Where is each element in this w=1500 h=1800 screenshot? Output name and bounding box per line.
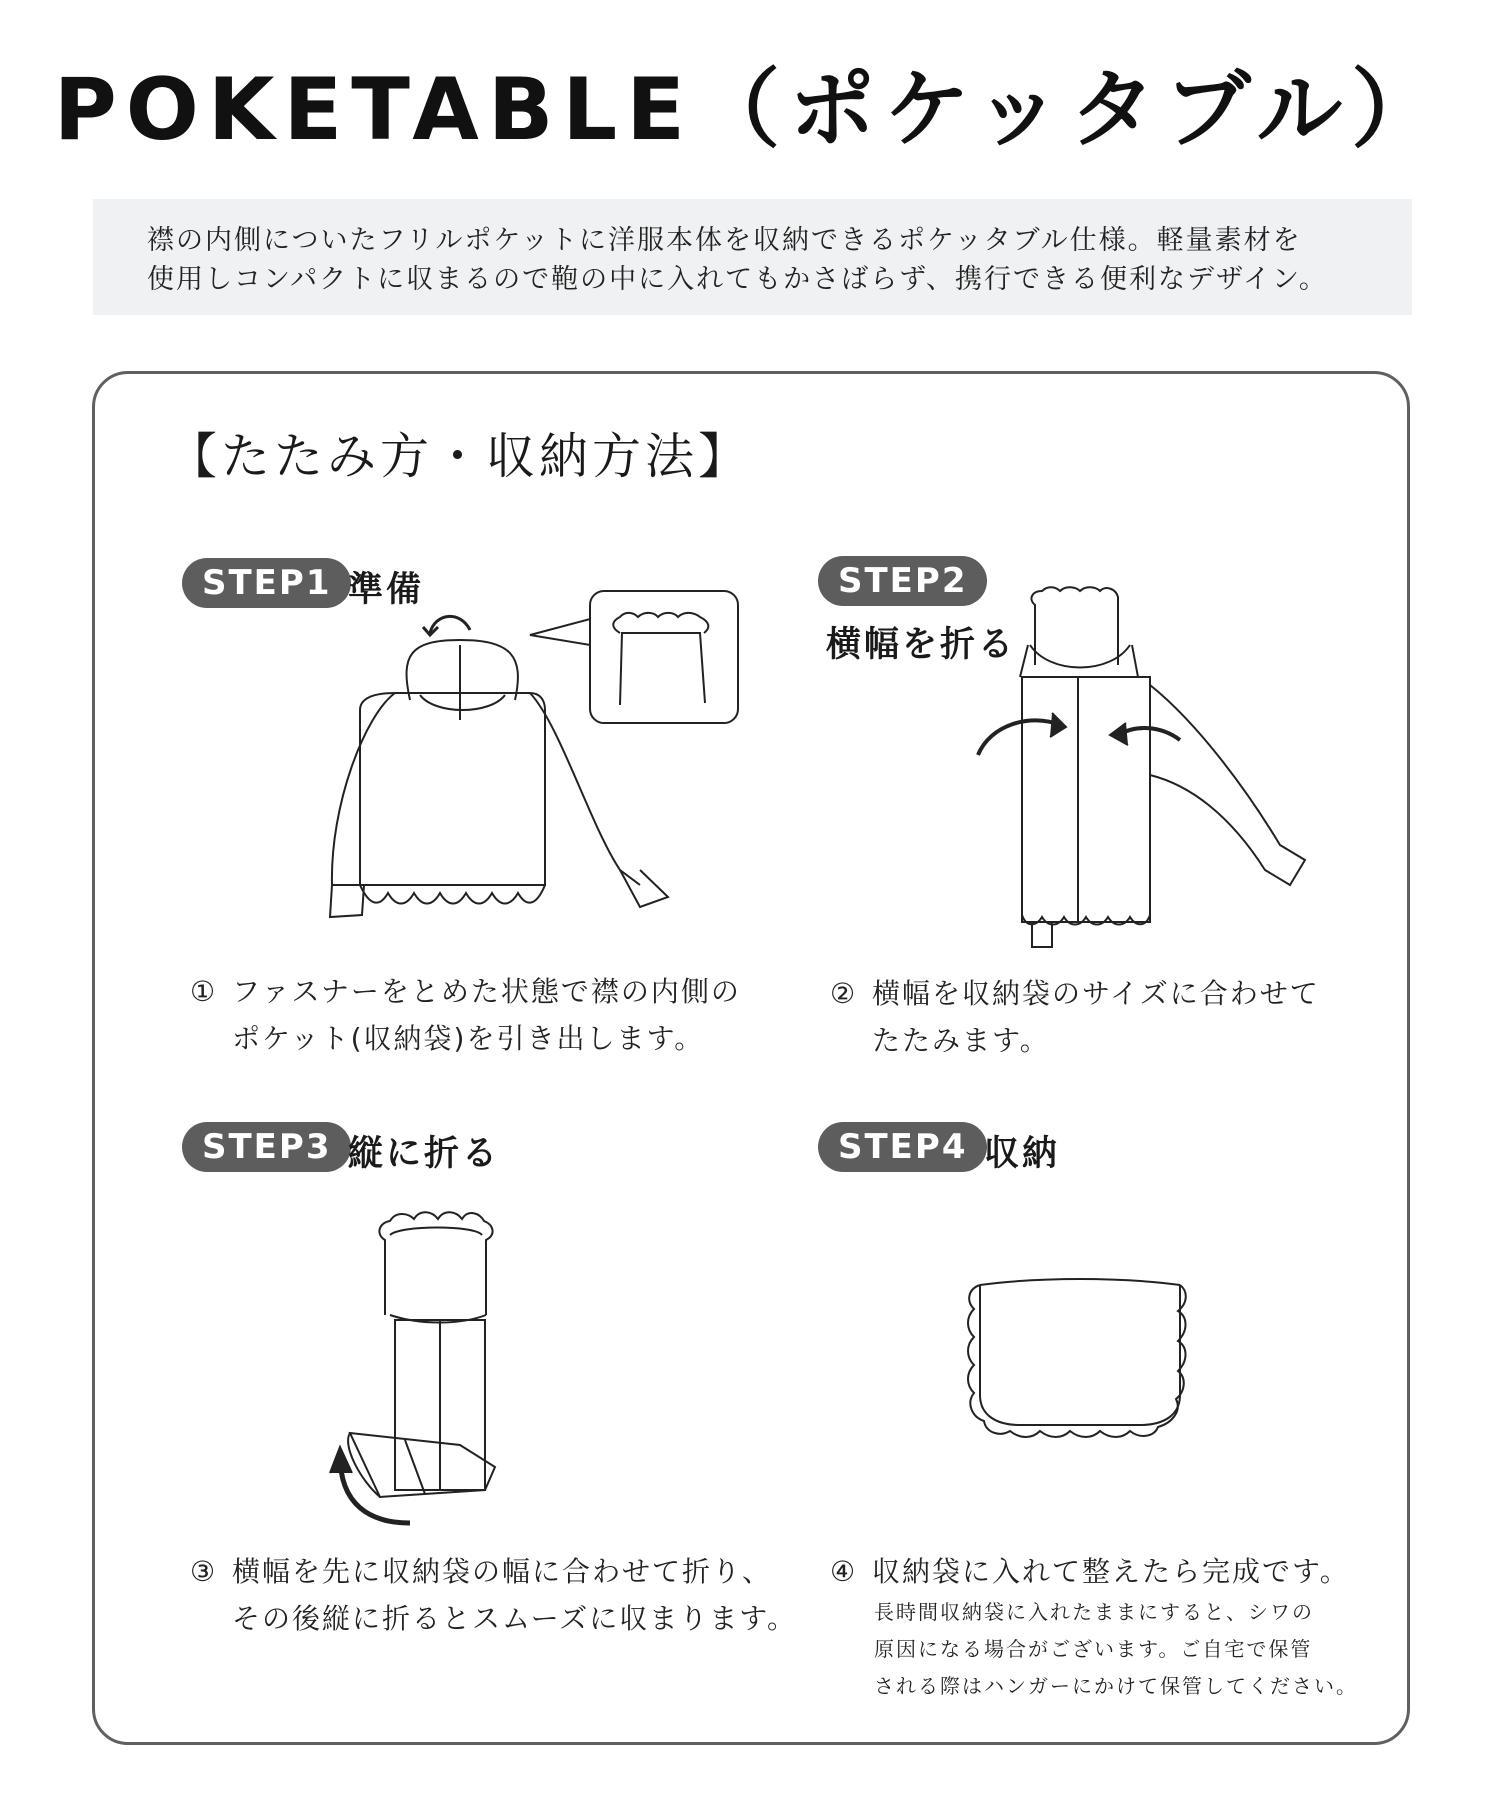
step3-caption (190, 1548, 797, 1642)
step4-note-line-3: される際はハンガーにかけて保管してください。 (874, 1674, 1358, 1698)
page-title: POKETABLE（ポケッタブル） (53, 60, 1447, 160)
step2-badge: STEP2 (818, 556, 987, 606)
intro-box (93, 199, 1412, 315)
step3-label: 縦に折る (348, 1134, 501, 1174)
step4-number: ④ (830, 1555, 858, 1588)
step3-number: ③ (190, 1555, 218, 1588)
step1-badge: STEP1 (182, 558, 351, 608)
step4-caption (830, 1548, 1350, 1595)
step2-caption-line-1: 横幅を収納袋のサイズに合わせて (872, 977, 1320, 1010)
section-title: 【たたみ方・収納方法】 (168, 428, 752, 485)
vertical-fold-arrow-illustration (310, 1205, 530, 1535)
step2-caption-line-2: たたみます。 (872, 1024, 1050, 1057)
intro-line-1: 襟の内側についたフリルポケットに洋服本体を収納できるポケッタブル仕様。軽量素材を (147, 225, 1302, 256)
step1-caption-line-1: ファスナーをとめた状態で襟の内側の (232, 975, 741, 1008)
ruffle-pouch-illustration (960, 1265, 1200, 1445)
step2-number: ② (830, 977, 858, 1010)
step3-caption-line-1: 横幅を先に収納袋の幅に合わせて折り、 (232, 1555, 773, 1588)
step4-note (874, 1594, 1358, 1705)
side-fold-arrows-illustration (960, 585, 1330, 955)
step4-label: 収納 (984, 1134, 1061, 1174)
step1-caption (190, 968, 741, 1062)
step1-label: 準備 (348, 570, 425, 610)
step4-badge: STEP4 (818, 1122, 987, 1172)
step3-badge: STEP3 (182, 1122, 351, 1172)
step4-note-line-2: 原因になる場合がございます。ご自宅で保管 (874, 1637, 1313, 1661)
step4-caption-line-1: 収納袋に入れて整えたら完成です。 (872, 1555, 1350, 1588)
step2-caption (830, 970, 1320, 1064)
step1-caption-line-2: ポケット(収納袋)を引き出します。 (232, 1022, 705, 1055)
step3-caption-line-2: その後縦に折るとスムーズに収まります。 (232, 1602, 797, 1635)
step1-number: ① (190, 975, 218, 1008)
step2-label: 横幅を折る (826, 625, 1017, 665)
step4-note-line-1: 長時間収納袋に入れたままにすると、シワの (874, 1600, 1314, 1624)
hoodie-with-pocket-zoom-illustration (320, 585, 750, 930)
intro-line-2: 使用しコンパクトに収まるので鞄の中に入れてもかさばらず、携行できる便利なデザイン。 (147, 264, 1328, 295)
